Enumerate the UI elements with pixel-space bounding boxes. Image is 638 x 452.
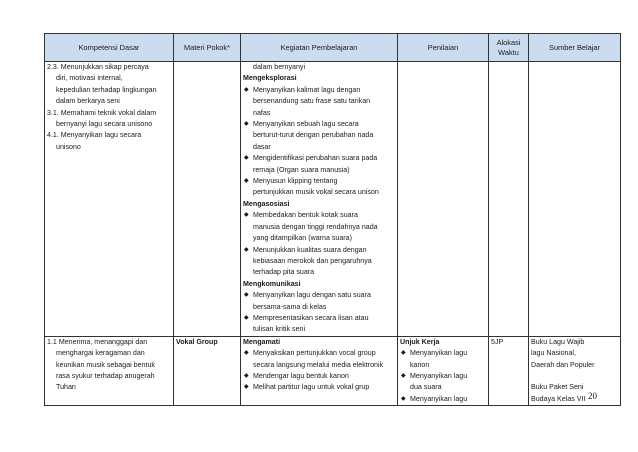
list-penilaian [400,348,486,405]
lesson-plan-table [44,33,621,406]
section-mengamati: Mengamati [243,337,281,346]
cell-kegiatan [241,336,398,405]
header-alokasi-line2: Waktu [498,47,519,57]
list-item [243,119,395,153]
item-text: dasar [253,142,271,151]
cell-alokasi: 5JP [489,336,529,405]
cell-materi [174,336,241,405]
list-mengamati [243,348,395,394]
cell-kegiatan [241,62,398,337]
list-item [243,348,395,371]
cell-penilaian [398,336,489,405]
item-text: Mempresentasikan secara lisan atau [253,313,369,322]
penilaian-unjuk-kerja: Unjuk Kerja [400,337,440,346]
header-kompetensi-dasar: Kompetensi Dasar [45,34,174,62]
list-item [243,290,395,313]
item-text: Mendengar lagu bentuk kanon [253,371,349,380]
bullet-icon: ◆ [401,350,406,357]
list-item [400,348,486,371]
cell-kompetensi [45,62,174,337]
kd-line: rasa syukur terhadap anugerah [56,371,155,380]
page-number: 20 [588,391,597,401]
bullet-icon: ◆ [244,178,249,185]
list-item [400,371,486,394]
kd-line: 2.3. Menunjukkan sikap percaya [47,63,149,71]
header-alokasi-waktu [489,34,529,62]
header-alokasi-line1: Alokasi [496,37,521,47]
list-item [400,394,486,405]
kd-line: dalam berkarya seni [56,97,120,106]
kd-line: menghargai keragaman dan [56,349,145,358]
section-mengkomunikasi: Mengkomunikasi [243,279,301,288]
item-text: Membedakan bentuk kotak suara [253,211,358,220]
bullet-icon: ◆ [244,350,249,357]
item-text: Menyanyikan lagu [410,394,468,403]
bullet-icon: ◆ [244,86,249,93]
cell-kompetensi [45,336,174,405]
item-text: Menyanyikan lagu [410,349,468,358]
item-text: Menyanyikan lagu dengan satu suara [253,291,371,300]
list-mengkomunikasi [243,290,395,336]
list-item [243,313,395,336]
item-text: remaja (Organ suara manusia) [253,165,350,174]
cell-penilaian [398,62,489,337]
bullet-icon: ◆ [244,292,249,299]
header-sumber-belajar: Sumber Belajar [529,34,621,62]
item-text: nafas [253,108,271,117]
kd-line: 3.1. Memahami teknik vokal dalam [47,108,157,117]
item-text: Menunjukkan kualitas suara dengan [253,245,367,254]
sumber-line [531,371,618,382]
bullet-icon: ◆ [244,384,249,391]
table-row [45,336,621,405]
item-text: yang ditampilkan (warna suara) [253,234,352,243]
bullet-icon: ◆ [401,395,406,402]
kegiatan-continuation: dalam bernyanyi [253,63,306,71]
item-text: pertunjukkan musik vokal secara unison [253,188,379,197]
bullet-icon: ◆ [244,121,249,128]
kd-line: keunikan musik sebagai bentuk [56,360,155,369]
item-text: Menyanyikan sebuah lagu secara [253,120,359,129]
bullet-icon: ◆ [401,372,406,379]
section-mengeksplorasi: Mengeksplorasi [243,74,297,83]
kd-line: Tuhan [56,383,76,392]
materi-vokal-group: Vokal Group [176,337,218,346]
list-item [243,245,395,279]
bullet-icon: ◆ [244,372,249,379]
list-item [243,371,395,382]
item-text: Menyanyikan lagu [410,371,468,380]
kd-line: 1.1 Menerima, menanggapi dan [47,337,148,346]
bullet-icon: ◆ [244,212,249,219]
header-penilaian: Penilaian [398,34,489,62]
list-item [243,85,395,119]
list-mengasosiasi [243,210,395,278]
table-header-row [45,34,621,62]
item-text: berturut-turut dengan perubahan nada [253,131,374,140]
item-text: kanon [410,360,430,369]
header-materi-pokok: Materi Pokok* [174,34,241,62]
kd-line: 4.1. Menyanyikan lagu secara [47,131,142,140]
list-mengeksplorasi [243,85,395,199]
item-text: Menyanyikan kalimat lagu dengan [253,85,361,94]
kd-line: diri, motivasi internal, [56,74,123,83]
section-mengasosiasi: Mengasosiasi [243,199,290,208]
list-item [243,153,395,176]
kd-line: unisono [56,142,81,151]
bullet-icon: ◆ [244,246,249,253]
item-text: Menyusun klipping tentang [253,177,338,186]
list-item [243,210,395,244]
sumber-line: Buku Lagu Wajib [531,337,585,346]
item-text: Mengidentifikasi perubahan suara pada [253,154,378,163]
sumber-line: Budaya Kelas VII [531,394,586,403]
bullet-icon: ◆ [244,314,249,321]
item-text: Menyaksikan pertunjukkan vocal group [253,349,376,358]
sumber-line: Buku Paket Seni [531,383,584,392]
item-text: dua suara [410,383,442,392]
list-item [243,382,395,393]
cell-materi [174,62,241,337]
item-text: manusia dengan tinggi rendahnya nada [253,222,378,231]
sumber-line: Daerah dan Populer [531,360,595,369]
bullet-icon: ◆ [244,155,249,162]
item-text: tulisan kritik seni [253,325,306,334]
kd-line: bernyanyi lagu secara unisono [56,120,153,129]
item-text: secara langsung melalui media elektronik [253,360,384,369]
item-text: bersenandung satu frase satu tarikan [253,97,371,106]
item-text: kebiasaan merokok dan pengaruhnya [253,256,372,265]
cell-sumber [529,62,621,337]
item-text: terhadap pita suara [253,268,315,277]
list-item [243,176,395,199]
header-kegiatan-pembelajaran: Kegiatan Pembelajaran [241,34,398,62]
cell-sumber [529,336,621,405]
item-text: bersama-sama di kelas [253,302,327,311]
kd-line: kepedulian terhadap lingkungan [56,85,157,94]
item-text: Melihat partitur lagu untuk vokal grup [253,383,370,392]
sumber-line: lagu Nasional, [531,349,576,358]
cell-alokasi [489,62,529,337]
table-row [45,62,621,337]
